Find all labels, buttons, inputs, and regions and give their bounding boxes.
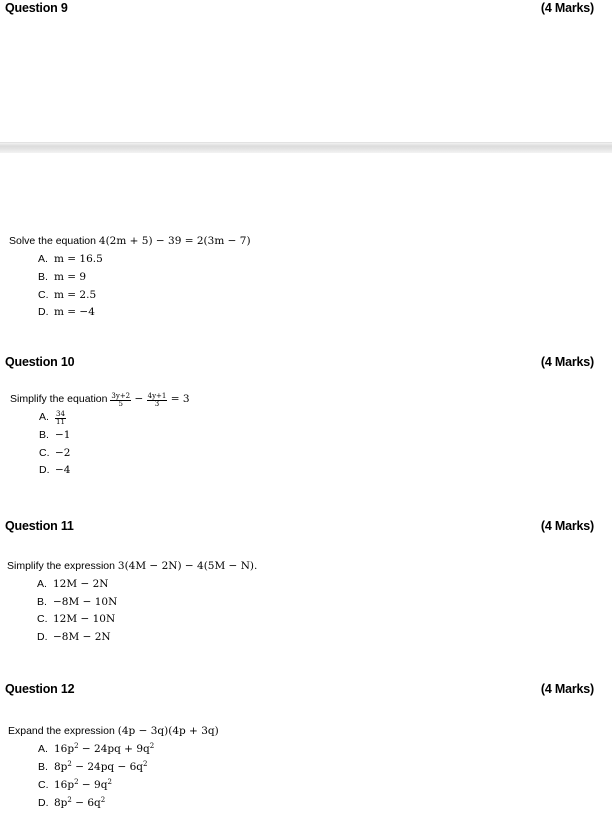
option-value: $16p^2 - 24pq + 9q^2$ bbox=[54, 742, 155, 755]
option-d[interactable] bbox=[38, 796, 105, 809]
question-marks: (4 Marks) bbox=[540, 682, 594, 696]
question-marks: (4 Marks) bbox=[540, 1, 594, 15]
option-value: m = 16.5 bbox=[54, 253, 103, 265]
question-10-header bbox=[5, 355, 594, 371]
question-title: Question 12 bbox=[5, 682, 75, 696]
question-marks: (4 Marks) bbox=[540, 355, 594, 369]
prompt-text: Simplify the equation bbox=[10, 393, 108, 406]
option-c[interactable] bbox=[39, 447, 70, 459]
question-12-header bbox=[5, 682, 594, 698]
option-letter: A. bbox=[37, 578, 47, 590]
option-letter: B. bbox=[39, 429, 49, 441]
option-a[interactable] bbox=[37, 578, 108, 590]
question-title: Question 10 bbox=[5, 355, 75, 369]
option-letter: B. bbox=[38, 761, 48, 773]
question-9-prompt bbox=[9, 235, 251, 247]
option-value: $16p^2 - 9q^2$ bbox=[54, 778, 112, 791]
option-letter: D. bbox=[37, 631, 48, 643]
option-value: 12M − 10N bbox=[53, 613, 116, 625]
option-d[interactable] bbox=[38, 306, 95, 318]
option-d[interactable] bbox=[37, 631, 111, 643]
option-letter: A. bbox=[38, 253, 48, 265]
prompt-equation: 3(4M − 2N) − 4(5M − N). bbox=[117, 560, 258, 572]
option-value: −8M − 10N bbox=[53, 596, 118, 608]
option-value: 12M − 2N bbox=[53, 578, 109, 590]
option-letter: A. bbox=[38, 743, 48, 755]
option-value: m = 2.5 bbox=[54, 289, 97, 301]
fraction-1: $\frac{3y+2}{5}$ bbox=[111, 392, 131, 408]
option-a[interactable] bbox=[38, 253, 103, 265]
option-b[interactable] bbox=[38, 271, 86, 283]
equation-rhs: = 3 bbox=[170, 393, 190, 406]
option-letter: D. bbox=[39, 464, 50, 476]
prompt-text: Expand the expression bbox=[8, 725, 115, 737]
question-11-header bbox=[5, 519, 594, 535]
option-letter: C. bbox=[38, 779, 49, 791]
fraction-2: $\frac{4y+1}{3}$ bbox=[147, 392, 167, 408]
question-9-header bbox=[5, 1, 594, 17]
option-c[interactable] bbox=[38, 289, 96, 301]
option-value: m = −4 bbox=[54, 306, 95, 318]
option-letter: C. bbox=[38, 289, 49, 301]
prompt-equation: 4(2m + 5) − 39 = 2(3m − 7) bbox=[98, 235, 251, 247]
option-letter: C. bbox=[37, 613, 48, 625]
option-value: −4 bbox=[55, 464, 71, 476]
option-letter: A. bbox=[39, 411, 49, 424]
option-a[interactable] bbox=[39, 411, 66, 426]
question-title: Question 9 bbox=[5, 1, 68, 15]
option-d[interactable] bbox=[39, 464, 70, 476]
option-c[interactable] bbox=[37, 613, 115, 625]
question-title: Question 11 bbox=[5, 519, 74, 533]
prompt-equation: (4p − 3q)(4p + 3q) bbox=[117, 725, 219, 737]
option-b[interactable] bbox=[39, 429, 70, 441]
prompt-text: Simplify the expression bbox=[7, 560, 115, 572]
option-value: m = 9 bbox=[54, 271, 87, 283]
option-a[interactable] bbox=[38, 742, 154, 755]
option-value: $8p^2 - 6q^2$ bbox=[54, 796, 106, 809]
question-marks: (4 Marks) bbox=[540, 519, 594, 533]
option-letter: B. bbox=[37, 596, 47, 608]
fraction-answer: $\frac{34}{11}$ bbox=[56, 410, 65, 426]
question-12-prompt bbox=[8, 725, 219, 737]
prompt-text: Solve the equation bbox=[9, 235, 96, 247]
option-value: −2 bbox=[55, 447, 71, 459]
option-letter: C. bbox=[39, 447, 50, 459]
question-10-prompt bbox=[10, 393, 190, 408]
option-value: −8M − 2N bbox=[53, 631, 111, 643]
option-letter: B. bbox=[38, 271, 48, 283]
section-divider bbox=[0, 142, 612, 153]
option-letter: D. bbox=[38, 797, 49, 809]
option-letter: D. bbox=[38, 306, 49, 318]
question-11-prompt bbox=[7, 560, 257, 572]
option-b[interactable] bbox=[37, 596, 117, 608]
minus-sign: − bbox=[134, 393, 144, 406]
option-b[interactable] bbox=[38, 760, 148, 773]
option-value: −1 bbox=[55, 429, 71, 441]
option-value: $8p^2 - 24pq - 6q^2$ bbox=[54, 760, 148, 773]
option-c[interactable] bbox=[38, 778, 112, 791]
